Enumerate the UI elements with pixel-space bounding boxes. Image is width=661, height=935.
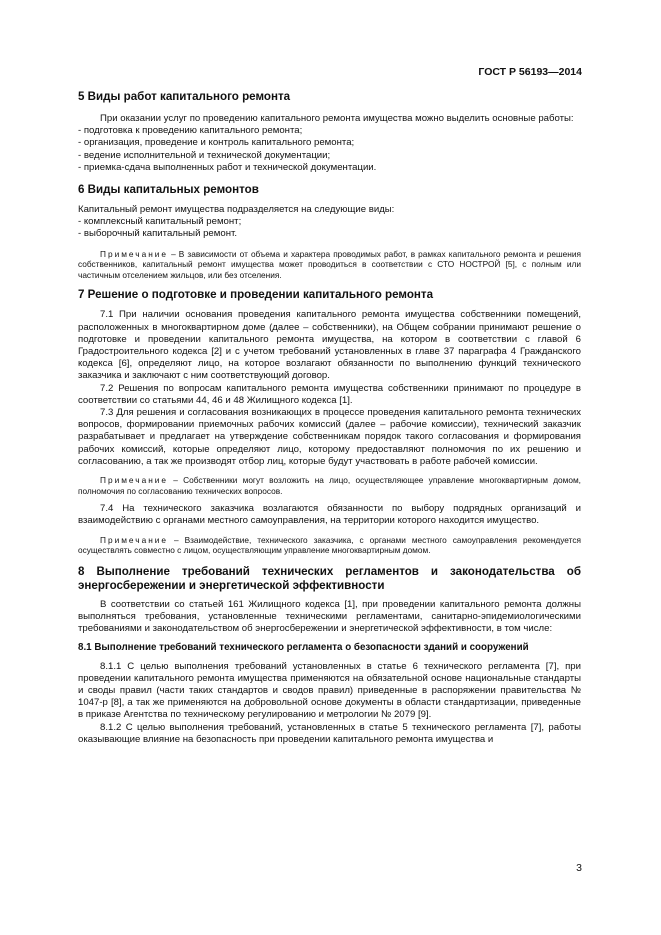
note-label: Примечание bbox=[100, 248, 169, 259]
section-5-item: - организация, проведение и контроль капитального ремонта; bbox=[78, 137, 355, 149]
section-5-item: - приемка-сдача выполненных работ и технической документации. bbox=[78, 161, 377, 173]
paragraph-7-4: 7.4 На технического заказчика возлагаются обязанности по выбору подрядных организаций и взаимодействию с органами местного самоуправления, на территории которого находится имущество. bbox=[78, 503, 581, 527]
paragraph-7-1: 7.1 При наличии основания проведения капитального ремонта имущества собственники помещений, расположенных в многоквартирном доме (далее – собственники), на Общем собрании принимают решение о подготовке и проведении капитального ремонта имущества, на котором в соответствии с главой 6 Градостроительного кодекса [2] и с учетом требований установленных в главе 37 параграфа 4 Гражданского кодекса [6], определяют лицо, на которое возлагают обязанности по выполнению функций технического заказчика и заключают с ним соответствующий договор. bbox=[78, 309, 581, 382]
section-6-intro: Капитальный ремонт имущества подразделяется на следующие виды: bbox=[78, 204, 395, 216]
note-text: – Собственники могут возложить на лицо, осуществляющее управление многоквартирным домом, полномочия по согласованию технических вопросов. bbox=[78, 475, 581, 496]
note-label: Примечание bbox=[100, 534, 169, 545]
section-7-title: 7 Решение о подготовке и проведении капитального ремонта bbox=[78, 288, 434, 302]
section-6-note bbox=[78, 249, 581, 281]
section-5-item: - подготовка к проведению капитального ремонта; bbox=[78, 125, 303, 137]
page-number: 3 bbox=[576, 862, 582, 874]
section-7-note-2 bbox=[78, 535, 581, 556]
paragraph-8-intro: В соответствии со статьей 161 Жилищного кодекса [1], при проведении капитального ремонта должны выполняться требования, установленные техническими регламентами, санитарно-эпидемиологическими требованиями и законодательством об энергосбережении и энергетической эффективности, в том числе: bbox=[78, 598, 581, 635]
subsection-8-1-title: 8.1 Выполнение требований технического регламента о безопасности зданий и сооружений bbox=[78, 642, 529, 654]
paragraph-7-2: 7.2 Решения по вопросам капитального ремонта имущества собственники принимают по процедуре в соответствии со статьями 44, 46 и 48 Жилищного кодекса [1]. bbox=[78, 382, 581, 406]
document-header: ГОСТ Р 56193—2014 bbox=[478, 66, 582, 78]
section-5-title: 5 Виды работ капитального ремонта bbox=[78, 90, 291, 103]
section-6-item: - выборочный капитальный ремонт. bbox=[78, 228, 237, 240]
note-text: – Взаимодействие, технического заказчика, с органами местного самоуправления рекомендуется осуществлять совместно с лицом, осуществляющим управление многоквартирным домом. bbox=[78, 534, 581, 556]
section-5-item: - ведение исполнительной и технической документации; bbox=[78, 149, 331, 161]
note-text: – В зависимости от объема и характера проводимых работ, в рамках капитального ремонта и решения собственников, капитальный ремонт имущества может проводиться в соответствии с СТО НОСТРОЙ [5], с полным или частичным отселением жильцов, или без отселения. bbox=[78, 248, 581, 280]
section-6-title: 6 Виды капитальных ремонтов bbox=[78, 183, 259, 197]
section-8-title: 8 Выполнение требований технических регламентов и законодательства об энергосбережении и энергетической эффективности bbox=[78, 564, 581, 592]
section-6-item: - комплексный капитальный ремонт; bbox=[78, 216, 242, 228]
section-5-intro: При оказании услуг по проведению капитального ремонта имущества можно выделить основные работы: bbox=[100, 113, 574, 124]
paragraph-8-1-2: 8.1.2 С целью выполнения требований, установленных в статье 5 технического регламента [7], работы оказывающие влияние на безопасность при проведении капитального ремонта имущества и bbox=[78, 721, 581, 745]
note-label: Примечание bbox=[100, 475, 169, 486]
section-7-note-1 bbox=[78, 475, 581, 496]
paragraph-8-1-1: 8.1.1 С целью выполнения требований установленных в статье 6 технического регламента [7], при проведении капитального ремонта имущества применяются на обязательной основе национальные стандарты и своды правил (части таких стандартов и сводов правил) приведенные в распоряжении правительства № 1047-р [8], а так же применяются на добровольной основе документы в области стандартизации, приведенные в приказе Агентства по техническому регулированию и метрологии № 2079 [9]. bbox=[78, 660, 581, 721]
document-body bbox=[78, 86, 581, 746]
paragraph-7-3: 7.3 Для решения и согласования возникающих в процессе проведения капитального ремонта технических вопросов, формировании приемочных рабочих комиссий (далее – рабочие комиссии), технический заказчик разрабатывает и предлагает на утверждение собственникам порядок такого согласования и формирования рабочих комиссий, которые определяют лицо, которому предоставляют полномочия по их решению и согласованию, а так же производят отбор лиц, которые будут участвовать в работе рабочей комиссии. bbox=[78, 407, 581, 467]
